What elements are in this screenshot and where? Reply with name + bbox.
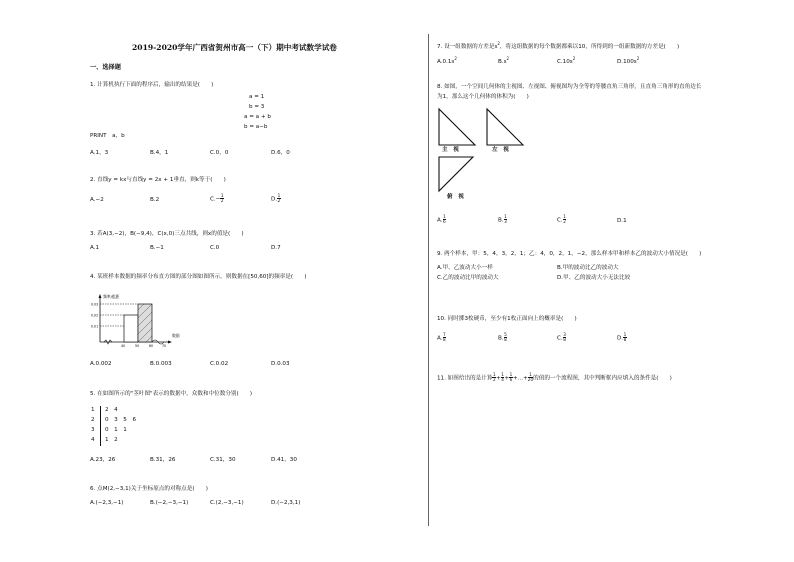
q9-option-d: D.甲、乙的波动大小无法比较 [557, 275, 631, 281]
histogram-y-label: 频率/组距 [103, 294, 120, 299]
stem-value: 2 [91, 417, 95, 423]
q3-stem: 3. 若A(3,−2)，B(−9,4)，C(x,0)三点共线，则x的值是( ) [90, 231, 244, 237]
q7-option-c: $C.10s^2$ [557, 56, 576, 65]
frequency-histogram [90, 292, 190, 348]
q3-option-d: D.7 [271, 245, 281, 251]
q6-option-a: A.(−2,3,−1) [90, 500, 124, 506]
stem-leaf-plot [90, 406, 150, 448]
q1-option-d: D.6，0 [271, 150, 290, 156]
q6-option-b: B.(−2,−3,−1) [150, 500, 189, 506]
leaf-values: 1 2 [105, 437, 118, 443]
q10-option-a: A. $\frac{7}{8}$ [437, 332, 446, 343]
front-view-label: 主 视 [442, 147, 459, 153]
column-divider [428, 34, 429, 526]
q1-stem: 1. 计算机执行下面的程序后，输出的结果是( ) [90, 82, 214, 88]
q3-option-a: A.1 [90, 245, 100, 251]
q8-stem-line2: 为1，那么这个几何体的体积为( ) [437, 94, 529, 100]
q2-stem: 2. 直线y = kx与直线y = 2x + 1垂直，则k等于( ) [90, 177, 226, 183]
q10-option-d: D. $\frac{1}{8}$ [617, 332, 627, 343]
histogram-x-arrow [168, 341, 172, 344]
histogram-y-arrow [99, 294, 102, 298]
stem-leaf-divider [100, 406, 101, 446]
q2-option-d: D. $\frac{1}{2}$ [271, 193, 281, 204]
histogram-x-tick: 60 [149, 344, 154, 348]
q9-option-c: C.乙的波动比甲的波动大 [437, 275, 499, 281]
histogram-x-tick: 70 [162, 344, 167, 348]
histogram-x-tick: 40 [121, 344, 126, 348]
section-heading: 一、选择题 [90, 64, 121, 71]
three-view-diagram [437, 107, 537, 202]
q11-stem: 11. 如图给出的是计算 $\frac{1}{2}$ + $\frac{1}{4}$ + $\frac{1}{6}$ +…+ $\frac{1}{20}$ 的值的一个流程图，其中判断框内应填入的条件是( ) [437, 372, 672, 383]
histogram-x-label: 数据 [172, 333, 180, 338]
q10-option-b: B. $\frac{5}{8}$ [498, 332, 507, 343]
q7-option-d: $D.100s^2$ [617, 56, 640, 65]
q7-option-a: $A.0.1s^2$ [437, 56, 457, 65]
q2-option-c: C.− $\frac{1}{2}$ [210, 193, 224, 204]
q8-option-b: B. $\frac{1}{3}$ [498, 214, 507, 225]
q5-stem: 5. 在如图所示的"茎叶图"表示的数据中，众数和中位数分别( ) [90, 391, 253, 397]
q2-option-a: A.−2 [90, 197, 104, 203]
top-view-label: 俯 视 [447, 194, 464, 200]
leaf-values: 0 1 1 [105, 427, 127, 433]
histogram-x-tick: 50 [135, 344, 140, 348]
histogram-y-tick: 0.03 [91, 302, 99, 307]
q8-option-a: A. $\frac{1}{6}$ [437, 214, 446, 225]
q4-stem: 4. 某班样本数据的频率分布直方图的部分图如图所示，则数据在[50,60]的频率是( ) [90, 274, 307, 280]
q8-option-d: D.1 [617, 218, 627, 224]
q4-option-d: D.0.03 [271, 361, 290, 367]
q7-stem: 7. 设一组数据的方差是$s^2$，将这组数据的每个数据都乘以10，所得到的一组新数据的方差是( ) [437, 41, 680, 50]
histogram-y-tick: 0.02 [91, 313, 99, 318]
q5-option-c: C.31，30 [210, 457, 236, 463]
q1-code-4: b = a−b [244, 124, 268, 130]
q5-option-a: A.23，26 [90, 457, 116, 463]
side-view-triangle [487, 109, 523, 145]
q8-option-c: C. $\frac{1}{2}$ [557, 214, 566, 225]
leaf-values: 2 4 [105, 407, 118, 413]
q10-option-c: C. $\frac{3}{8}$ [557, 332, 566, 343]
side-view-label: 左 视 [492, 147, 509, 153]
q9-option-b: B.甲的波动比乙的波动大 [557, 265, 619, 271]
q6-stem: 6. 点M(2,−3,1)关于坐标原点的对称点是( ) [90, 486, 208, 492]
q10-stem: 10. 同时掷3枚硬币，至少有1枚正面向上的概率是( ) [437, 316, 577, 322]
q2-option-b: B.2 [150, 197, 160, 203]
q3-option-c: C.0 [210, 245, 220, 251]
front-view-triangle [439, 109, 475, 145]
q5-option-b: B.31，26 [150, 457, 176, 463]
q6-option-c: C.(2,−3,−1) [210, 500, 244, 506]
top-view-triangle [439, 157, 473, 191]
q1-option-a: A.1，3 [90, 150, 109, 156]
stem-value: 4 [91, 437, 95, 443]
q9-option-a: A.甲、乙波动大小一样 [437, 265, 493, 271]
stem-value: 3 [91, 427, 95, 433]
page-title: 2019-2020学年广西省贺州市高一（下）期中考试数学试卷 [132, 43, 337, 52]
q3-option-b: B.−1 [150, 245, 164, 251]
q8-stem-line1: 8. 如图，一个空间几何体的主视图、左视图、俯视图均为全等的等腰直角三角形，且直角三角形的直角边长 [437, 84, 702, 90]
q1-option-c: C.0，0 [210, 150, 229, 156]
q4-option-c: C.0.02 [210, 361, 229, 367]
q7-option-b: $B.s^2$ [498, 56, 510, 65]
leaf-values: 0 3 5 6 [105, 417, 137, 423]
q1-option-b: B.4，1 [150, 150, 169, 156]
q5-option-d: D.41，30 [271, 457, 297, 463]
q1-code-2: b = 3 [249, 104, 265, 110]
histogram-y-tick: 0.01 [91, 324, 99, 329]
q4-option-b: B.0.003 [150, 361, 172, 367]
histogram-bar-50-60 [138, 304, 152, 342]
q9-stem: 9. 两个样本，甲：5，4，3，2，1；乙：4，0，2，1，−2，那么样本甲和样本乙的波动大小情况是( ) [437, 251, 702, 257]
q4-option-a: A.0.002 [90, 361, 112, 367]
q6-option-d: D.(−2,3,1) [271, 500, 301, 506]
q1-code-3: a = a + b [244, 114, 271, 120]
histogram-bar-40-50 [124, 315, 138, 342]
q1-code-1: a = 1 [249, 94, 265, 100]
stem-value: 1 [91, 407, 95, 413]
q1-print: PRINT a，b [90, 133, 125, 139]
